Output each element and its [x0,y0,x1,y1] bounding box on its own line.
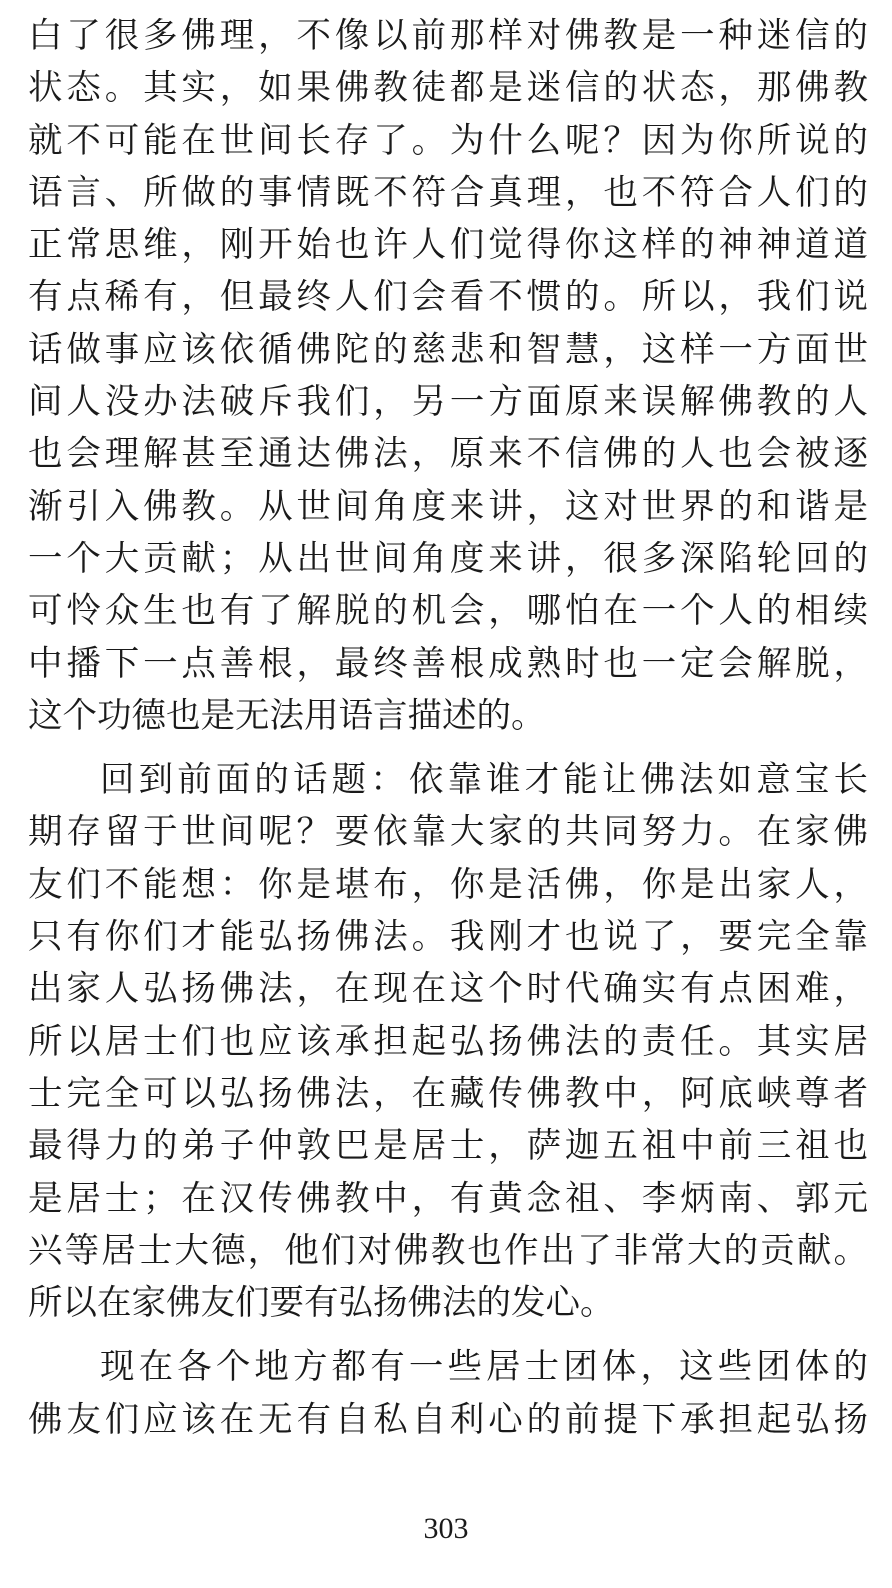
text-line: 现在各个地方都有一些居士团体，这些团体的 [100,1347,868,1388]
text-line: 最得力的弟子仲敦巴是居士，萨迦五祖中前三祖也 [28,1126,868,1167]
text-line: 只有你们才能弘扬佛法。我刚才也说了，要完全靠 [28,917,868,958]
paragraph-gap [28,742,868,754]
text-line: 渐引入佛教。从世间角度来讲，这对世界的和谐是 [28,486,868,527]
text-line: 话做事应该依循佛陀的慈悲和智慧，这样一方面世 [28,329,868,370]
text-line: 状态。其实，如果佛教徒都是迷信的状态，那佛教 [28,68,868,109]
text-line: 白了很多佛理，不像以前那样对佛教是一种迷信的 [28,16,868,56]
text-line: 一个大贡献；从出世间角度来讲，很多深陷轮回的 [28,538,868,579]
text-line: 士完全可以弘扬佛法，在藏传佛教中，阿底峡尊者 [28,1073,868,1114]
body-text [28,10,868,1446]
text-line: 语言、所做的事情既不符合真理，也不符合人们的 [28,172,868,213]
text-line: 期存留于世间呢？要依靠大家的共同努力。在家佛 [28,812,868,853]
text-line: 所以居士们也应该承担起弘扬佛法的责任。其实居 [28,1021,868,1062]
paragraph-gap [28,1329,868,1341]
text-line: 正常思维，刚开始也许人们觉得你这样的神神道道 [28,225,868,266]
text-line: 友们不能想：你是堪布，你是活佛，你是出家人， [28,864,868,905]
text-line: 兴等居士大德，他们对佛教也作出了非常大的贡献。 [28,1230,868,1271]
page-number: 303 [423,1512,469,1545]
text-line: 回到前面的话题：依靠谁才能让佛法如意宝长 [100,760,868,801]
text-line: 这个功德也是无法用语言描述的。 [28,695,546,736]
text-line: 佛友们应该在无有自私自利心的前提下承担起弘扬 [28,1399,868,1440]
text-line: 也会理解甚至通达佛法，原来不信佛的人也会被逐 [28,434,868,475]
text-line: 中播下一点善根，最终善根成熟时也一定会解脱， [28,643,868,684]
text-line: 出家人弘扬佛法，在现在这个时代确实有点困难， [28,969,868,1010]
text-line: 所以在家佛友们要有弘扬佛法的发心。 [28,1283,615,1324]
text-line: 可怜众生也有了解脱的机会，哪怕在一个人的相续 [28,591,868,632]
text-line: 有点稀有，但最终人们会看不惯的。所以，我们说 [28,277,868,318]
text-line: 间人没办法破斥我们，另一方面原来误解佛教的人 [28,382,868,423]
text-line: 是居士；在汉传佛教中，有黄念祖、李炳南、郭元 [28,1178,868,1219]
text-line: 就不可能在世间长存了。为什么呢？因为你所说的 [28,120,868,161]
